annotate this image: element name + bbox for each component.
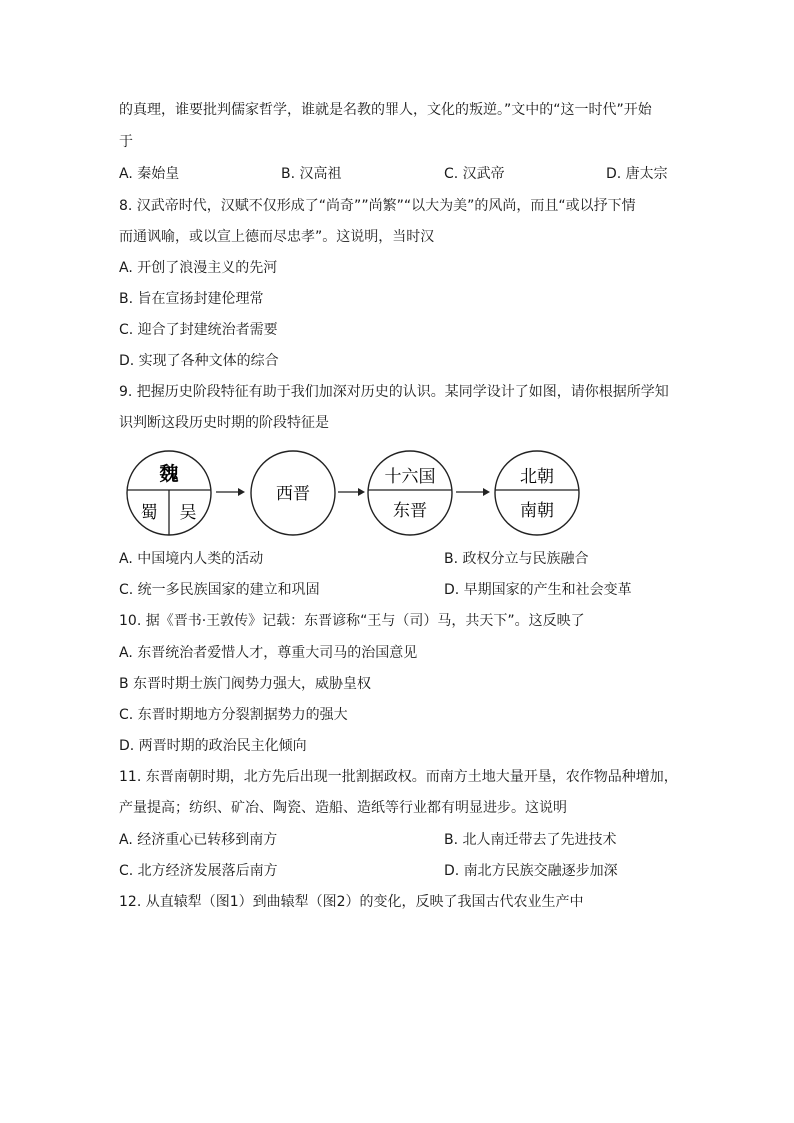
label-western-jin: 西晋 [276, 484, 310, 504]
q9-option-d: D. 早期国家的产生和社会变革 [444, 582, 632, 598]
q11-option-b: B. 北人南迁带去了先进技术 [444, 832, 617, 848]
q11-option-c: C. 北方经济发展落后南方 [119, 863, 278, 879]
q8-text-line1: 8. 汉武帝时代，汉赋不仅形成了“尚奇””尚繁”“以大为美”的风尚，而且“或以抒下情 [119, 198, 636, 214]
q12-text-line1: 12. 从直辕犁（图1）到曲辕犁（图2）的变化，反映了我国古代农业生产中 [119, 894, 584, 910]
q7-option-d: D. 唐太宗 [606, 166, 668, 182]
q9-option-b: B. 政权分立与民族融合 [444, 551, 589, 567]
circle-northern-southern [495, 451, 579, 535]
q10-option-c: C. 东晋时期地方分裂割据势力的强大 [119, 707, 348, 723]
label-southern-dynasties: 南朝 [520, 501, 554, 521]
label-shu: 蜀 [140, 503, 158, 523]
q11-option-a: A. 经济重心已转移到南方 [119, 832, 278, 848]
q9-option-c: C. 统一多民族国家的建立和巩固 [119, 582, 320, 598]
dynasty-sequence-diagram [124, 450, 584, 540]
q11-text-line1: 11. 东晋南朝时期，北方先后出现一批割据政权。而南方土地大量开垦，农作物品种增加， [119, 769, 678, 785]
q10-option-d: D. 两晋时期的政治民主化倾向 [119, 738, 307, 754]
q10-option-b: B 东晋时期士族门阀势力强大，威胁皇权 [119, 676, 372, 692]
q7-option-a: A. 秦始皇 [119, 166, 180, 182]
q9-option-a: A. 中国境内人类的活动 [119, 551, 264, 567]
label-wu: 吴 [179, 503, 197, 523]
q7-text-line2: 于 [119, 134, 133, 150]
label-wei: 魏 [159, 463, 179, 485]
q7-option-c: C. 汉武帝 [444, 166, 505, 182]
q8-option-c: C. 迎合了封建统治者需要 [119, 322, 278, 338]
q8-text-line2: 而通讽喻，或以宣上德而尽忠孝”。这说明，当时汉 [119, 229, 435, 245]
q11-option-d: D. 南北方民族交融逐步加深 [444, 863, 618, 879]
q9-text-line2: 识判断这段历史时期的阶段特征是 [119, 415, 329, 431]
q9-text-line1: 9. 把握历史阶段特征有助于我们加深对历史的认识。某同学设计了如图，请你根据所学知 [119, 384, 669, 400]
q7-option-b: B. 汉高祖 [281, 166, 342, 182]
q10-option-a: A. 东晋统治者爱惜人才，尊重大司马的治国意见 [119, 645, 418, 661]
q10-text-line1: 10. 据《晋书·王敦传》记载：东晋谚称“王与（司）马，共天下”。这反映了 [119, 613, 585, 629]
circle-sixteen-kingdoms [368, 451, 452, 535]
q8-option-b: B. 旨在宣扬封建伦理常 [119, 291, 264, 307]
q11-text-line2: 产量提高；纺织、矿冶、陶瓷、造船、造纸等行业都有明显进步。这说明 [119, 800, 567, 816]
label-sixteen-kingdoms: 十六国 [384, 467, 436, 487]
label-northern-dynasties: 北朝 [520, 467, 554, 487]
q7-text-line1: 的真理，谁要批判儒家哲学，谁就是名教的罪人，文化的叛逆。”文中的“这一时代”开始 [119, 102, 652, 118]
q8-option-d: D. 实现了各种文体的综合 [119, 353, 279, 369]
q8-option-a: A. 开创了浪漫主义的先河 [119, 260, 278, 276]
label-eastern-jin: 东晋 [393, 501, 427, 521]
